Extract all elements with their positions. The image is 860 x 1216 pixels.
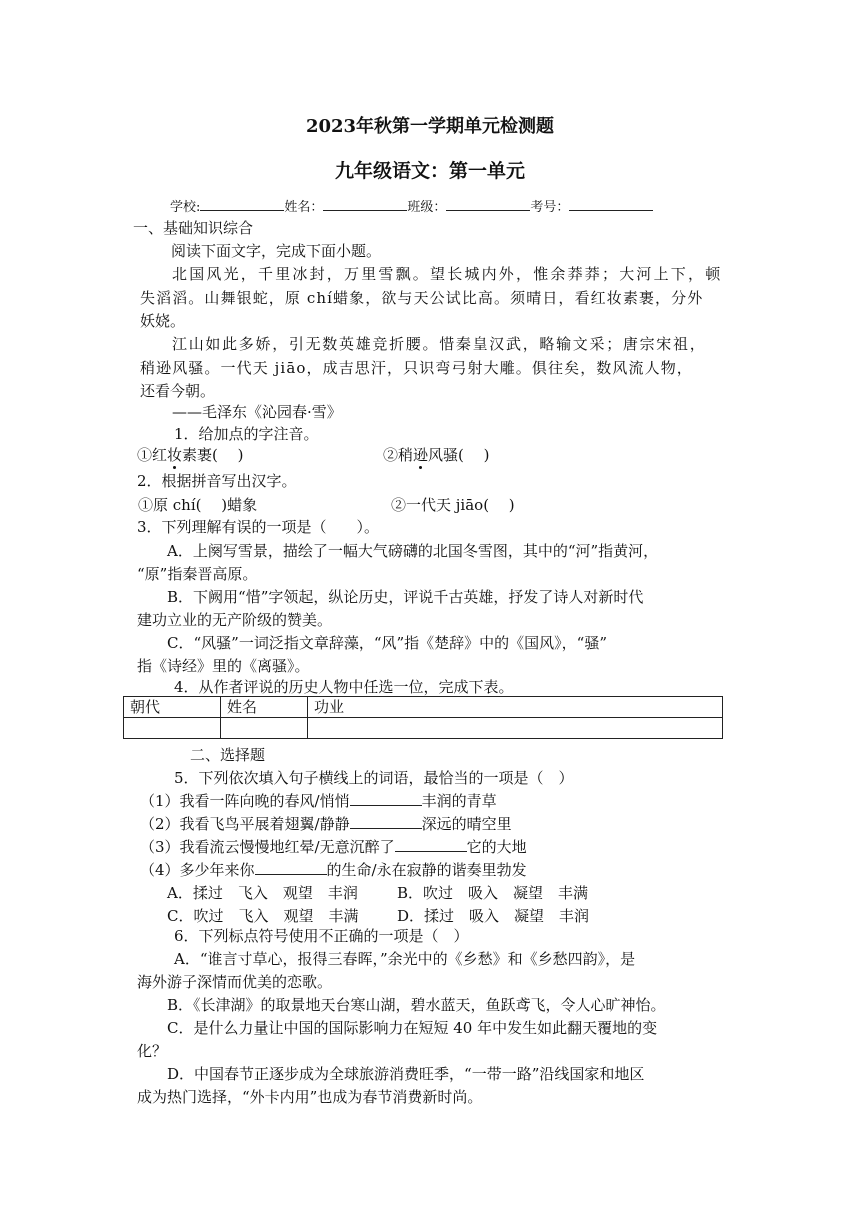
question-6: 6．下列标点符号使用不正确的一项是（ ） [174,927,469,945]
question-3-option-b-cont: 建功立业的无产阶级的赞美。 [137,611,333,629]
table-cell [221,718,308,739]
answer-table [123,696,723,739]
question-3-option-b: B．下阙用“惜”字领起，纵论历史，评说千古英雄，抒发了诗人对新时代 [167,588,644,606]
school-blank [200,196,284,211]
poem-line: 稍逊风骚。一代天 jiāo，成吉思汗，只识弯弓射大雕。俱往矣，数风流人物， [140,359,693,377]
fill-blank [395,837,467,852]
question-3-option-c: C．“风骚”一词泛指文章辞藻，“风”指《楚辞》中的《国风》，“骚” [167,634,607,652]
table-header-achievement: 功业 [308,697,723,718]
class-blank [446,196,530,211]
fill-blank [255,860,327,875]
question-3-option-a: A．上阕写雪景，描绘了一幅大气磅礴的北国冬雪图，其中的“河”指黄河， [167,542,659,560]
question-6-option-a: A．“谁言寸草心，报得三春晖，”余光中的《乡愁》和《乡愁四韵》，是 [174,950,636,968]
table-header-dynasty: 朝代 [124,697,221,718]
table-row [124,718,723,739]
question-6-option-d: D．中国春节正逐步成为全球旅游消费旺季，“一带一路”沿线国家和地区 [167,1065,645,1083]
exam-title: 2023年秋第一学期单元检测题 [305,116,555,137]
poem-line: 北国风光，千里冰封，万里雪飘。望长城内外，惟余莽莽；大河上下，顿 [172,265,723,283]
poem-line: 妖娆。 [140,312,186,330]
table-header-name: 姓名 [221,697,308,718]
question-5-option-c: C．吹过 飞入 观望 丰满 [167,907,359,925]
question-6-option-b: B．《长津湖》的取景地天台寒山湖，碧水蓝天，鱼跃鸢飞，令人心旷神怡。 [167,996,666,1014]
question-2: 2．根据拼音写出汉字。 [137,472,297,490]
poem-source: ——毛泽东《沁园春·雪》 [172,403,342,421]
question-2-option-b: ②一代天 jiāo( ) [391,496,515,514]
exam-subtitle: 九年级语文：第一单元 [334,160,525,182]
question-5-option-d: D．揉过 吸入 凝望 丰润 [397,907,590,925]
number-blank [569,196,653,211]
question-5-sentence: （2）我看飞鸟平展着翅翼/静静 深远的晴空里 [140,815,512,833]
question-6-option-c: C．是什么力量让中国的国际影响力在短短 40 年中发生如此翻天覆地的变 [167,1019,658,1037]
question-5-sentence: （3）我看流云慢慢地红晕/无意沉醉了 它的大地 [140,838,527,856]
question-6-option-a-cont: 海外游子深情而优美的恋歌。 [137,973,333,991]
reading-instruction: 阅读下面文字，完成下面小题。 [171,242,382,260]
fill-blank [350,791,422,806]
question-3-option-c-cont: 指《诗经》里的《离骚》。 [137,657,310,675]
poem-line: 还看今朝。 [140,382,216,400]
question-6-option-d-cont: 成为热门选择，“外卡内用”也成为春节消费新时尚。 [137,1088,483,1106]
number-label: 考号： [530,200,570,215]
section1-heading: 一、基础知识综合 [133,219,254,237]
fill-blank [350,814,422,829]
poem-line: 失滔滔。山舞银蛇，原 chí蜡象，欲与天公试比高。须晴日，看红妆素裹，分外 [140,289,704,307]
class-label: 班级： [407,200,447,215]
question-3-option-a-cont: “原”指秦晋高原。 [137,565,258,583]
poem-line: 江山如此多娇，引无数英雄竞折腰。惜秦皇汉武，略输文采；唐宗宋祖， [172,335,707,353]
question-5-sentence: （4）多少年来你 的生命/永在寂静的谐奏里勃发 [140,861,527,879]
question-1: 1．给加点的字注音。 [174,425,319,443]
table-cell [124,718,221,739]
question-5: 5．下列依次填入句子横线上的词语，最恰当的一项是（ ） [174,769,574,787]
name-label: 姓名： [284,200,324,215]
question-4: 4．从作者评说的历史人物中任选一位，完成下表。 [174,678,514,696]
name-blank [323,196,407,211]
question-5-option-a: A．揉过 飞入 观望 丰润 [167,884,358,902]
question-5-option-b: B．吹过 吸入 凝望 丰满 [397,884,589,902]
table-cell [308,718,723,739]
question-1-option-a: ①红妆素裹( ) [137,446,244,464]
question-3: 3．下列理解有误的一项是（ ）。 [137,518,380,536]
section2-heading: 二、选择题 [190,746,266,764]
question-6-option-c-cont: 化？ [137,1042,168,1060]
dotted-char: 妆 [167,446,183,464]
student-info-line [170,196,653,219]
table-header-row [124,697,723,718]
question-1-option-b: ②稍逊风骚( ) [383,446,490,464]
question-2-option-a: ①原 chí( )蜡象 [138,496,258,514]
school-label: 学校: [170,200,201,215]
question-5-sentence: （1）我看一阵向晚的春风/悄悄 丰润的青草 [140,792,497,810]
dotted-char: 逊 [413,446,429,464]
